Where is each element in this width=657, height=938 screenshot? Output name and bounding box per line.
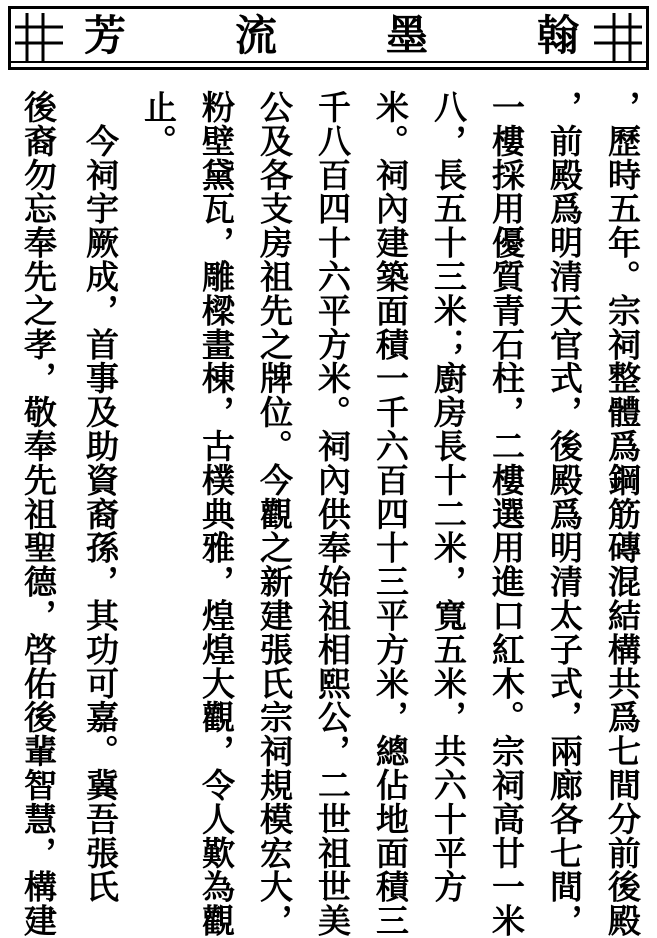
text-column: 止。 [139, 90, 178, 158]
banner-inner-rule [11, 61, 646, 63]
title-char-1: 芳 [83, 11, 126, 60]
title-char-4: 翰 [536, 11, 579, 60]
text-column: 今祠宇厥成，首事及助資裔孫，其功可嘉。冀吾張氏 [81, 90, 120, 904]
vertical-text-body [0, 90, 657, 938]
fret-knot-ornament-right-icon [592, 11, 644, 63]
text-column: ，前殿爲明清天官式，後殿爲明清太子式，兩廊各七間， [545, 90, 584, 938]
title-char-2: 流 [234, 11, 277, 60]
text-column: 千八百四十六平方米。祠內供奉始祖相熙公，二世祖世美 [313, 90, 352, 938]
text-column: ，歷時五年。宗祠整體爲鋼筋磚混結構共爲七間分前後殿 [603, 90, 642, 938]
text-column: 一樓採用優質青石柱，二樓選用進口紅木。宗祠高廿一米 [487, 90, 526, 938]
text-column: 粉壁黛瓦，雕樑畫棟，古樸典雅，煌煌大觀，令人歎為觀 [197, 90, 236, 938]
text-column: 八，長五十三米；廚房長十二米，寬五米，共六十平方 [429, 90, 468, 904]
fret-knot-ornament-left-icon [13, 11, 65, 63]
text-column: 米。祠內建築面積一千六百四十三平方米，總佔地面積三 [371, 90, 410, 938]
text-column: 公及各支房祖先之牌位。今觀之新建張氏宗祠規模宏大， [255, 90, 294, 938]
title-banner [8, 6, 649, 70]
text-column: 後裔勿忘奉先之孝，敬奉先祖聖德，啓佑後輩智慧，構建 [19, 90, 58, 938]
title-char-3: 墨 [385, 11, 428, 60]
